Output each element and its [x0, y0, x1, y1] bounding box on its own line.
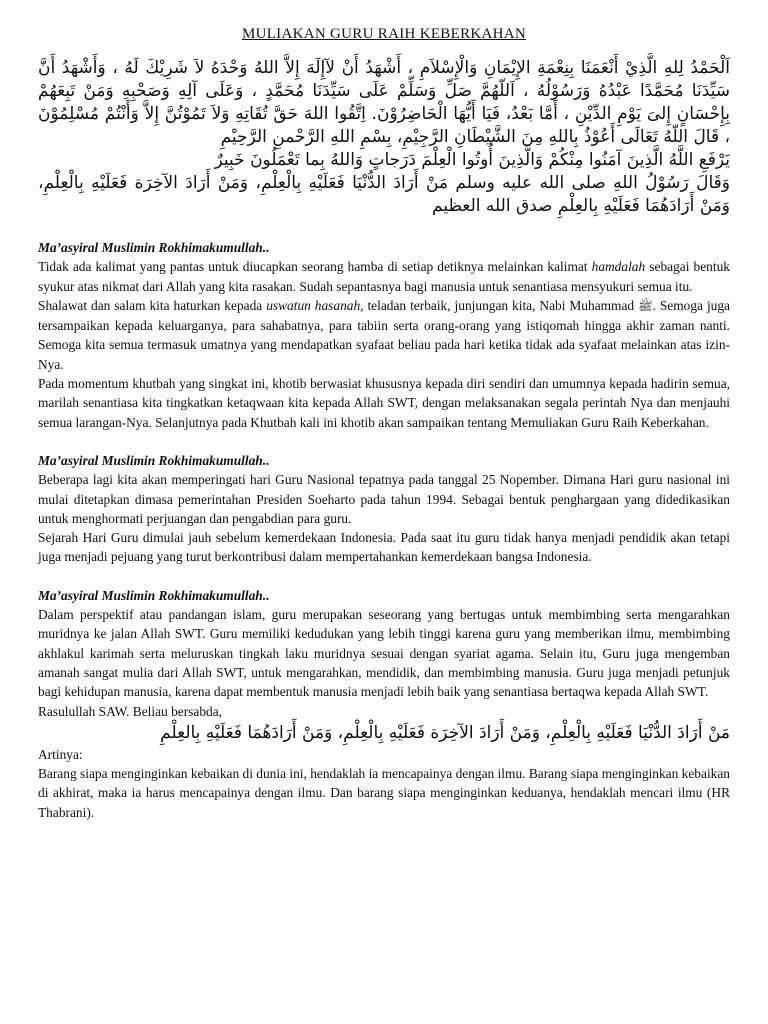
paragraph-wasiat: Pada momentum khutbah yang singkat ini, khotib berwasiat khususnya kepada diri sendiri dan umumnya kepada hadirin semua, marilah senantiasa kita tingkatkan ketaqwaan kita kepada Allah SWT, dengan melaksanakan segala perintah Nya dan menjauhi semua larangan-Nya. Selanjutnya pada Khutbah kali ini khotib akan sampaikan tentang Memuliakan Guru Raih Keberkahan. — [38, 376, 730, 430]
quran-verse-arabic: يَرْفَعِ اللَّهُ الَّذِينَ آمَنُوا مِنْكُمْ وَالَّذِينَ أُوتُوا الْعِلْمَ دَرَجاتٍ وَاللهُ بِما تَعْمَلُونَ خَبِيرٌ — [214, 150, 730, 170]
paragraph-translation: Barang siapa menginginkan kebaikan di dunia ini, hendaklah ia mencapainya dengan ilmu. Barang siapa menginginkan kebaikan di akhirat, maka ia harus mencapainya dengan ilmu. Dan barang siapa menginginkan keduanya, hendaklah mencari ilmu (HR Thabrani). — [38, 766, 731, 820]
artinya-label: Artinya: — [38, 746, 83, 762]
paragraph-hamdalah — [38, 257, 730, 296]
section-spacer — [38, 432, 730, 451]
section-spacer — [38, 567, 730, 586]
paragraph-perspektif-islam: Dalam perspektif atau pandangan islam, guru merupakan seseorang yang bertugas untuk membimbing serta mengarahkan muridnya ke jalan Allah SWT. Guru memiliki kedudukan yang lebih tinggi karena guru yang memberikan ilmu, membimbing akhlakul karimah serta meluruskan tingkah laku muridnya sesuai dengan syariat agama. Selain itu, Guru juga mengemban amanah sangat mulia dari Allah SWT, untuk mengarahkan, mendidik, dan membimbing manusia. Guru juga menjadi petunjuk bagi kehidupan manusia, karena dapat membentuk manusia menjadi lebih baik yang senantiasa bertaqwa kepada Allah SWT. — [38, 607, 730, 700]
text-run: . Semoga juga tersampaikan kepada keluarganya, para sahabatnya, para tabiin serta orang-orang yang istiqomah hingga akhir zaman nanti. Semoga kita semua termasuk umatnya yang mendapatkan syafaat beliau pada hari ketika tidak ada syafaat melainkan atas izin-Nya. — [38, 297, 730, 372]
paragraph-rasulullah: Rasulullah SAW. Beliau bersabda, — [38, 703, 223, 719]
text-run: sebagai bentuk syukur atas nikmat dari Allah yang kita rasakan. Sudah sepantasnya bagi manusia untuk senantiasa mensyukuri semua itu. — [38, 259, 730, 294]
khutbah-body — [38, 238, 730, 822]
paragraph-sejarah: Sejarah Hari Guru dimulai jauh sebelum kemerdekaan Indonesia. Pada saat itu guru tidak hanya menjadi pendidik akan tetapi juga menjadi pejuang yang turut berkontribusi dalam mempertahankan kemerdekaan bangsa Indonesia. — [38, 530, 730, 565]
hadith-arabic: وَقَالَ رَسُوْلُ اللهِ صلى الله عليه وسلم مَنْ أَرَادَ الدُّنْيَا فَعَلَيْهِ بِالْعِلْمِ، وَمَنْ أَرَادَ الآخِرَة فَعَلَيْهِ بِالْعِلْمِ، وَمَنْ أَرَادَهُمَا فَعَلَيْهِ بِالعِلْمِ صدق الله العظيم — [38, 173, 730, 216]
italic-term: uswatun hasanah — [266, 297, 361, 313]
opening-arabic-block — [38, 57, 730, 218]
section-greeting: Ma’asyiral Muslimin Rokhimakumullah.. — [38, 452, 270, 468]
section-greeting: Ma’asyiral Muslimin Rokhimakumullah.. — [38, 240, 270, 255]
section-greeting: Ma’asyiral Muslimin Rokhimakumullah.. — [38, 587, 270, 603]
page-title: MULIAKAN GURU RAIH KEBERKAHAN — [241, 26, 527, 42]
opening-praise-arabic: اَلْحَمْدُ لِلهِ الَّذِيْ أَنْعَمَنَا بِنِعْمَةِ الإِيْمَانِ وَالْإِسْلاَمِ ، أَشْهَدُ أَنْ لآإِلَهَ إِلاَّ اللهُ وَحْدَهُ لاَ شَرِيْكَ لَهُ ، وَأَشْهَدُ أَنَّ سَيِّدَنَا مُحَمَّدًا عَبْدُهُ وَرَسُوْلُهُ ، اَللّهُمَّ صَلِّ وَسَلِّمْ عَلَى سَيِّدَنَا مُحَمَّدٍ ، وَعَلَى آلِهِ وَصَحْبِهِ وَمَنْ تَبِعَهُمْ بِإِحْسَانٍ إِلىَ يَوْمِ الدِّيْنِ ، أَمَّا بَعْدُ، فَيَا أَيُّهَا الْحَاضِرُوْنَ. اِتَّقُوا اللهَ حَقَّ تُقَاتِهِ وَلاَ تَمُوْتُنَّ إِلاَّ وَأَنْتُمْ مُسْلِمُوْنَ ، قَالَ اللّهُ تَعَالَى أَعُوْذُ بِاللهِ مِنَ الشَّيْطَانِ الرَّجِيْمِ، بِسْمِ اللهِ الرَّحْمنِ الرَّحِيْمِ — [38, 58, 730, 147]
hadith-arabic-inline: مَنْ أَرَادَ الدُّنْيَا فَعَلَيْهِ بِالْعِلْمِ، وَمَنْ أَرَادَ الآخِرَة فَعَلَيْهِ بِالْعِلْمِ، وَمَنْ أَرَادَهُمَا فَعَلَيْهِ بِالعِلْمِ — [160, 722, 730, 743]
paragraph-hari-guru: Beberapa lagi kita akan memperingati hari Guru Nasional tepatnya pada tanggal 25 Nopember. Dimana Hari guru nasional ini mulai ditetapkan dimasa pemerintahan Presiden Soeharto pada tahun 1994. Sebagai bentuk penghargaan yang didedikasikan untuk menghormati perjuangan dan pengabdian para guru. — [38, 472, 730, 526]
text-run: Shalawat dan salam kita haturkan kepada — [38, 297, 267, 313]
italic-term: hamdalah — [591, 259, 646, 275]
salawat-symbol: ﷺ — [638, 298, 653, 313]
text-run: Tidak ada kalimat yang pantas untuk diucapkan seorang hamba di setiap detiknya melainkan kalimat — [38, 259, 592, 275]
text-run: , teladan terbaik, junjungan kita, Nabi Muhammad — [360, 297, 639, 313]
paragraph-shalawat — [38, 296, 730, 374]
